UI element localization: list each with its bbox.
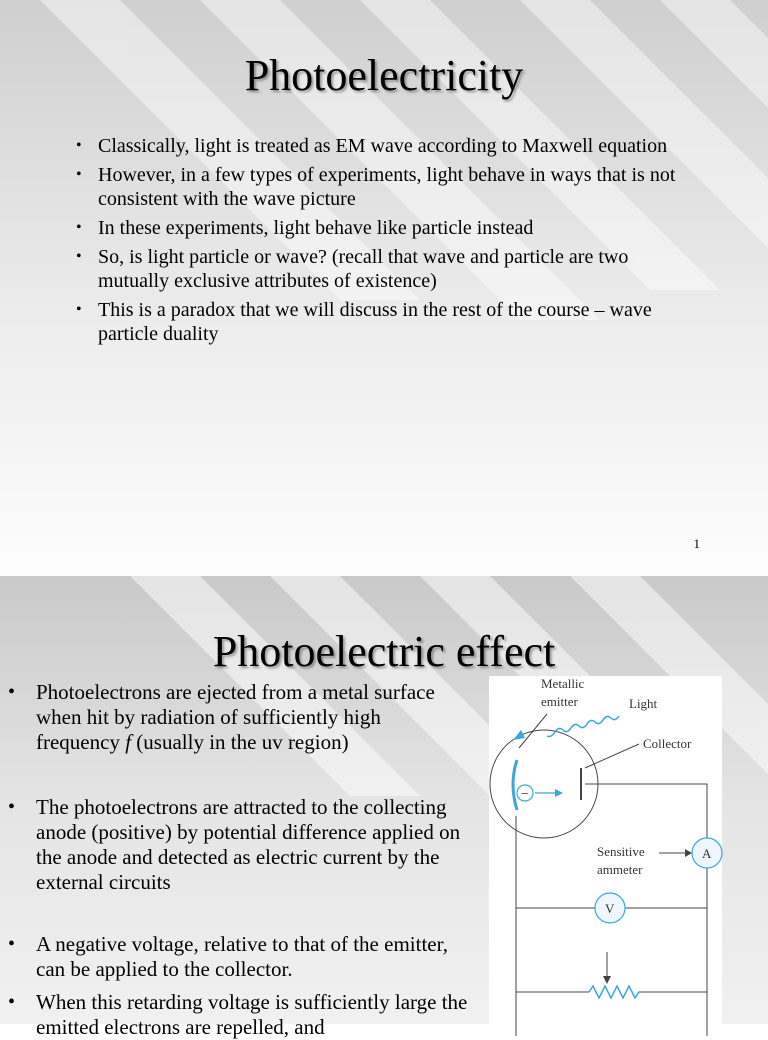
bullet-item: • So, is light particle or wave? (recall that wave and particle are two mutually exclusive attributes of existence)	[76, 245, 686, 293]
bullet-text: (usually in the uv region)	[131, 730, 349, 754]
bullet-list	[76, 134, 686, 351]
resistor-tap-arrowhead	[603, 976, 611, 984]
label-collector: Collector	[643, 736, 692, 751]
bullet-item: • This is a paradox that we will discuss in the rest of the course – wave particle duality	[76, 298, 686, 346]
bullet-item	[8, 932, 468, 982]
variable-resistor	[589, 986, 642, 998]
light-arrowhead	[513, 730, 525, 740]
emitter-pointer	[519, 714, 547, 748]
slide-2	[0, 576, 768, 1039]
bullet-text: Photoelectrons are ejected from a metal surface when hit by radiation of sufficiently high frequency	[36, 680, 435, 754]
emitter-plate	[513, 760, 517, 810]
bullet-list	[8, 680, 468, 1040]
frequency-symbol: f	[125, 730, 132, 754]
photoelectric-apparatus-figure	[489, 676, 722, 1036]
electron-arrowhead	[555, 789, 563, 797]
voltmeter-symbol: V	[605, 901, 615, 916]
label-light: Light	[629, 696, 658, 711]
slide-title: Photoelectric effect	[212, 627, 556, 676]
ammeter-symbol: A	[702, 846, 712, 861]
light-wave	[547, 716, 619, 737]
bullet-item	[8, 795, 468, 895]
label-ammeter: ammeter	[597, 862, 643, 877]
bullet-text: The photoelectrons are attracted to the collecting anode (positive) by potential difference applied on the anode and detected as electric current by the external circuits	[36, 795, 461, 894]
bullet-item	[8, 990, 468, 1040]
bullet-text: A negative voltage, relative to that of the emitter, can be applied to the collector.	[36, 932, 449, 981]
collector-pointer	[585, 744, 639, 768]
bullet-item: • In these experiments, light behave like particle instead	[76, 216, 686, 240]
ammeter-arrowhead	[685, 849, 692, 857]
label-sensitive: Sensitive	[597, 844, 645, 859]
page-number: 1	[693, 536, 700, 551]
label-emitter: emitter	[541, 694, 578, 709]
bullet-item	[8, 680, 468, 755]
bullet-item: • Classically, light is treated as EM wave according to Maxwell equation	[76, 134, 686, 158]
bullet-item: • However, in a few types of experiments, light behave in ways that is not consistent with the wave picture	[76, 163, 686, 211]
electron-symbol: −	[521, 787, 529, 802]
label-metallic: Metallic	[541, 676, 585, 691]
bullet-text: When this retarding voltage is sufficiently large the emitted electrons are repelled, and	[36, 990, 468, 1039]
slide-title: Photoelectricity	[244, 51, 524, 100]
